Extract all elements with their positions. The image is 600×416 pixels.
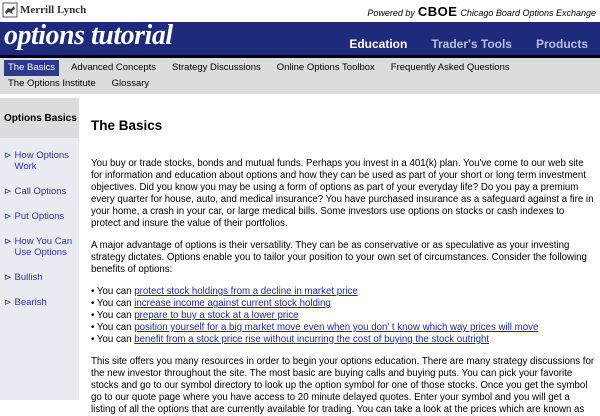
merrill-lynch-logo[interactable] <box>3 3 86 17</box>
subnav-strategy-discussions[interactable]: Strategy Discussions <box>172 62 261 73</box>
site-title[interactable]: options tutorial <box>4 20 173 51</box>
merrill-lynch-text: Merrill Lynch <box>20 4 87 16</box>
sidebar-item-label: Put Options <box>14 211 65 222</box>
list-item <box>91 310 596 322</box>
sidebar-item-call-options[interactable] <box>0 186 79 197</box>
arrow-right-icon: ⊳ <box>4 211 12 221</box>
cboe-logo: CBOE <box>417 4 458 19</box>
main-content <box>91 98 596 415</box>
sidebar-item-label: How You Can Use Options <box>14 236 73 258</box>
cboe-branding[interactable] <box>367 4 596 19</box>
sidebar-item-how-options-work[interactable] <box>0 150 79 172</box>
bullet-prefix: • You can <box>91 322 135 333</box>
cboe-fullname: Chicago Board Options Exchange <box>460 8 596 18</box>
list-item <box>91 322 596 334</box>
subnav-faq[interactable]: Frequently Asked Questions <box>390 62 510 73</box>
resources-paragraph: This site offers you many resources in order to begin your options education. There are many strategy discussions for the new investor throughout the site. The most basic are buying calls and buying puts. You can pick your favorite stocks and go to our symbol directory to look up the option symbol for one of those stocks. Once you get the symbol go to our quote page where you have access to 20 minute delayed quotes. Enter your symbol and you will get a listing of all the options that are currently available for trading. You can take a look at the prices which are known as <box>91 356 595 415</box>
sidebar-item-label: Bearish <box>14 297 47 308</box>
benefits-list <box>91 286 596 346</box>
bullet-prefix: • You can <box>91 298 135 309</box>
bullet-prefix: • You can <box>91 334 135 345</box>
benefit-link-income[interactable]: increase income against current stock holding <box>134 298 331 309</box>
arrow-right-icon: ⊳ <box>4 186 12 196</box>
subnav-options-institute[interactable]: The Options Institute <box>8 78 96 89</box>
sidebar-item-label: How Options Work <box>14 150 69 172</box>
arrow-right-icon: ⊳ <box>4 150 12 160</box>
section-nav <box>0 58 600 94</box>
sidebar <box>0 98 79 400</box>
benefit-link-big-move[interactable]: position yourself for a big market move even when you don' t know which way prices will move <box>134 322 539 333</box>
benefit-link-protect[interactable]: protect stock holdings from a decline in market price <box>134 286 358 297</box>
list-item <box>91 298 596 310</box>
sidebar-item-bearish[interactable] <box>0 297 79 308</box>
sidebar-item-label: Bullish <box>14 272 43 283</box>
subnav-online-options-toolbox[interactable]: Online Options Toolbox <box>276 62 375 73</box>
nav-education[interactable]: Education <box>337 22 419 55</box>
benefit-link-price-rise[interactable]: benefit from a stock price rise without incurring the cost of buying the stock outright <box>134 334 490 345</box>
top-strip <box>0 0 600 22</box>
subnav-advanced-concepts[interactable]: Advanced Concepts <box>71 62 157 73</box>
sidebar-item-use-options[interactable] <box>0 236 79 258</box>
sidebar-item-label: Call Options <box>14 186 67 197</box>
list-item <box>91 334 596 346</box>
sidebar-heading: Options Basics <box>0 98 79 138</box>
powered-by-label: Powered by <box>367 8 415 18</box>
subnav-glossary[interactable]: Glossary <box>111 78 150 89</box>
bullet-prefix: • You can <box>91 286 135 297</box>
benefit-link-buy-lower[interactable]: prepare to buy a stock at a lower price <box>134 310 299 321</box>
sidebar-item-bullish[interactable] <box>0 272 79 283</box>
list-item <box>91 286 596 298</box>
nav-products[interactable]: Products <box>535 37 588 51</box>
sidebar-list <box>0 138 79 308</box>
advantages-paragraph: A major advantage of options is their versatility. They can be as conservative or as speculative as your investing strategy dictates. Options enable you to tailor your position to your own set of circumstances. Consider the following benefits of options: <box>91 240 587 275</box>
subnav-the-basics[interactable]: The Basics <box>4 60 59 76</box>
main-nav <box>337 22 600 55</box>
arrow-right-icon: ⊳ <box>4 272 12 282</box>
bull-icon <box>3 3 17 17</box>
site-banner <box>0 22 600 55</box>
nav-traders-tools[interactable]: Trader's Tools <box>431 37 512 51</box>
intro-paragraph: You buy or trade stocks, bonds and mutual funds. Perhaps you invest in a 401(k) plan. You've come to our web site for information and education about options and how they can be used as part of your short or long term investment objectives. Did you know you may be using a form of options as part of your everyday life? Do you pay a premium every quarter for house, auto, and medical insurance? You have purchased insurance as a safeguard against a fire in your home, a crash in your car, or large medical bills. Some investors use options on stocks or cash indexes to protect and insure the value of their portfolios. <box>91 158 594 229</box>
arrow-right-icon: ⊳ <box>4 297 12 307</box>
bullet-prefix: • You can <box>91 310 135 321</box>
page-title: The Basics <box>91 118 163 133</box>
sidebar-item-put-options[interactable] <box>0 211 79 222</box>
arrow-right-icon: ⊳ <box>4 236 12 246</box>
